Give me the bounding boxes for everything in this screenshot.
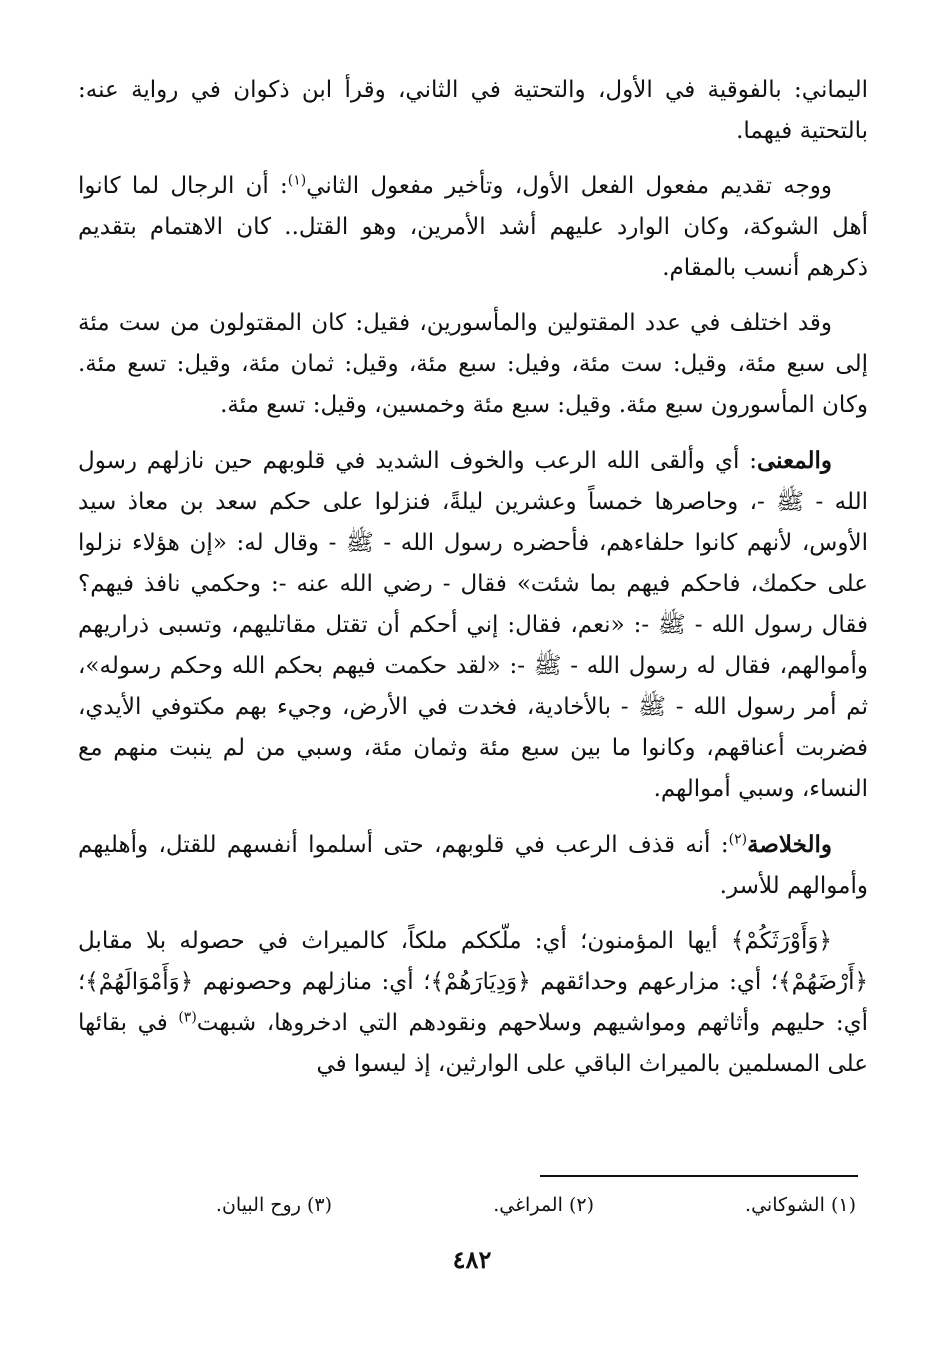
paragraph-1-text: اليماني: بالفوقية في الأول، والتحتية في الثاني، وقرأ ابن ذكوان في رواية عنه: بالتحتية فيهما.: [78, 77, 868, 144]
paragraph-6-text-before: ﴿وَأَوْرَثَكُمْ﴾ أيها المؤمنون؛ أي: ملّككم ملكاً، كالميراث في حصوله بلا مقابل ﴿أَرْضَهُمْ﴾؛ أي: مزارعهم وحدائقهم ﴿وَدِيَارَهُمْ﴾؛ أي: منازلهم وحصونهم ﴿وَأَمْوَالَهُمْ﴾؛ أي: حليهم وأثاثهم ومواشيهم وسلاحهم ونقودهم التي ادخروها، شبهت: [78, 928, 868, 1036]
paragraph-4-text: : أي وألقى الله الرعب والخوف الشديد في قلوبهم حين نازلهم رسول الله - ﷺ -، وحاصرها خمساً وعشرين ليلةً، فنزلوا على حكم سعد بن معاذ سيد الأوس، لأنهم كانوا حلفاءهم، فأحضره رسول الله - ﷺ - وقال له: «إن هؤلاء نزلوا على حكمك، فاحكم فيهم بما شئت» فقال - رضي الله عنه -: وحكمي نافذ فيهم؟ فقال رسول الله - ﷺ -: «نعم، فقال: إني أحكم أن تقتل مقاتليهم، وتسبى ذراريهم وأموالهم، فقال له رسول الله - ﷺ -: «لقد حكمت فيهم بحكم الله وحكم رسوله»، ثم أمر رسول الله - ﷺ - بالأخادية، فخدت في الأرض، وجيء بهم مكتوفي الأيدي، فضربت أعناقهم، وكانوا ما بين سبع مئة وثمان مئة، وسبي من لم ينبت منهم مع النساء، وسبي أموالهم.: [78, 448, 868, 802]
footnote-ref-3: (٣): [178, 1009, 197, 1026]
paragraph-2: [78, 166, 868, 289]
paragraph-5-lead: والخلاصة: [747, 831, 832, 858]
footnote-2-text: المراغي.: [493, 1194, 563, 1216]
page-number: ٤٨٢: [452, 1245, 492, 1274]
footnote-3-num: (٣): [306, 1194, 332, 1216]
footnotes: [78, 1190, 868, 1220]
footnote-ref-2: (٢): [728, 831, 748, 848]
paragraph-4-lead: والمعنى: [756, 447, 832, 474]
paragraph-5: [78, 824, 868, 907]
footnote-1-num: (١): [830, 1194, 856, 1216]
paragraph-2-text-after: : أن الرجال لما كانوا أهل الشوكة، وكان الوارد عليهم أشد الأمرين، وهو القتل.. كان الاهتمام بتقديم ذكرهم أنسب بالمقام.: [78, 173, 868, 281]
paragraph-5-text: : أنه قذف الرعب في قلوبهم، حتى أسلموا أنفسهم للقتل، وأهليهم وأموالهم للأسر.: [78, 832, 868, 899]
footnote-2-num: (٢): [568, 1194, 594, 1216]
paragraph-4: [78, 440, 868, 810]
footnote-1-text: الشوكاني.: [745, 1194, 825, 1216]
page-body: [78, 70, 868, 1099]
paragraph-6-text-after: في بقائها على المسلمين بالميراث الباقي على الوارثين، إذ ليسوا في: [78, 1010, 868, 1077]
footnote-3: [82, 1190, 344, 1220]
paragraph-3: [78, 303, 868, 426]
footnote-ref-1: (١): [287, 172, 307, 189]
paragraph-2-text-before: ووجه تقديم مفعول الفعل الأول، وتأخير مفعول الثاني: [306, 173, 833, 199]
footnote-divider: [540, 1175, 858, 1177]
footnote-3-text: روح البيان.: [215, 1194, 301, 1216]
paragraph-1: [78, 70, 868, 152]
paragraph-6: [78, 921, 868, 1085]
paragraph-3-text: وقد اختلف في عدد المقتولين والمأسورين، فقيل: كان المقتولون من ست مئة إلى سبع مئة، وقيل: ست مئة، وفيل: سبع مئة، وقيل: ثمان مئة، وقيل: تسع مئة. وكان المأسورون سبع مئة. وقيل: سبع مئة وخمسين، وقيل: تسع مئة.: [78, 310, 868, 418]
footnote-1: [606, 1190, 868, 1220]
footnote-2: [344, 1190, 606, 1220]
